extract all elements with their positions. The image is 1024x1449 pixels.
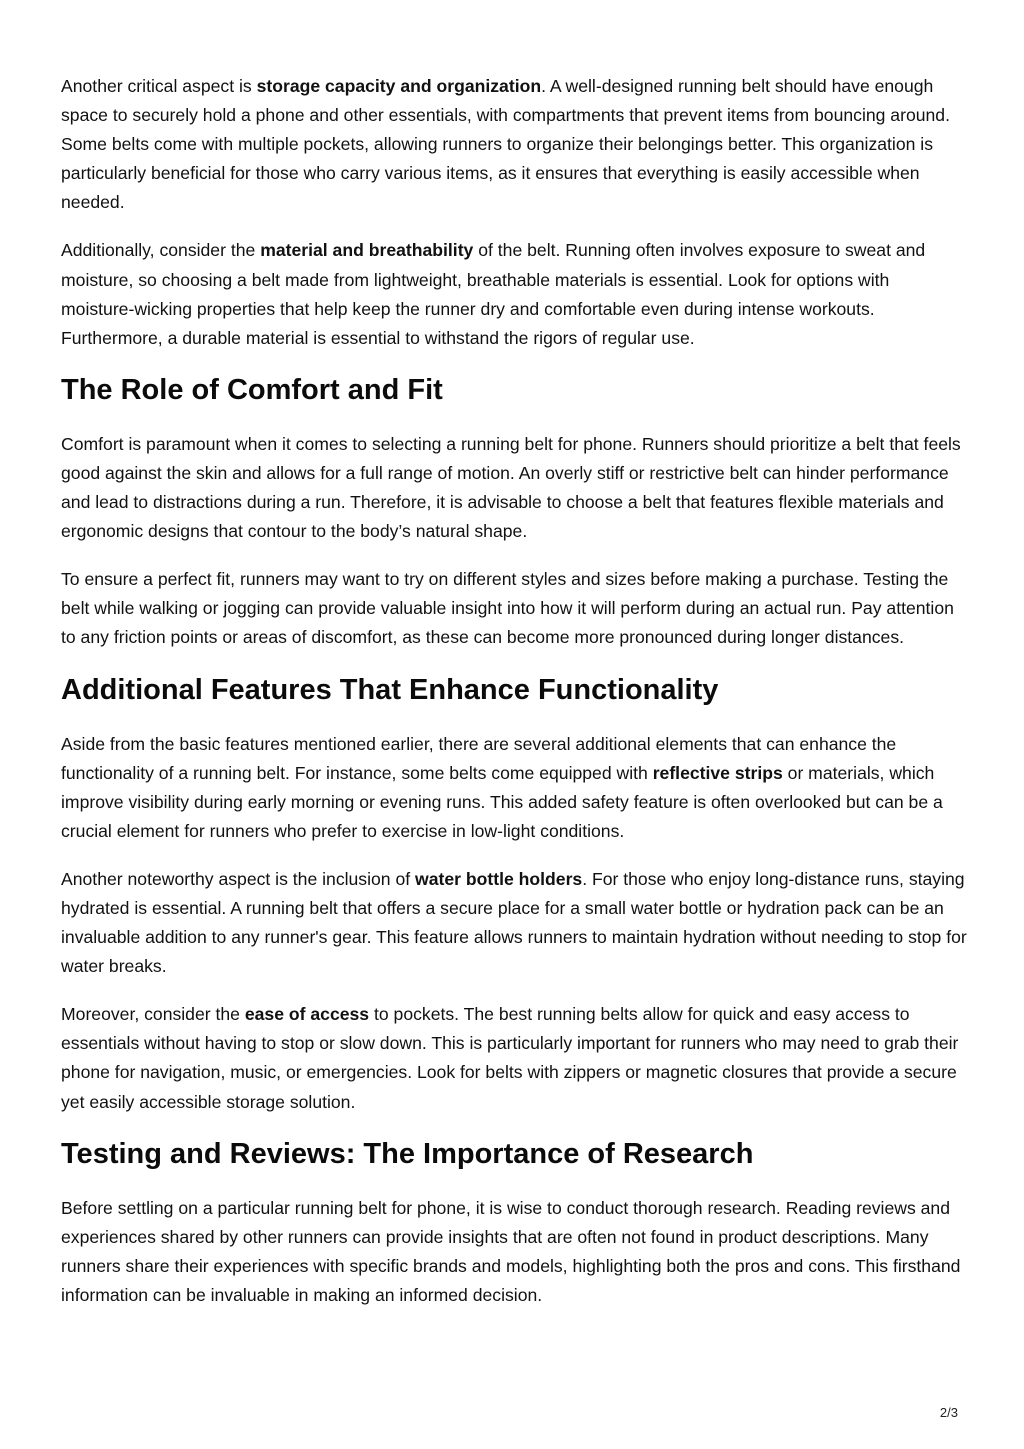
paragraph-comfort bbox=[61, 430, 967, 546]
bold-phrase: water bottle holders bbox=[415, 868, 583, 889]
paragraph-research bbox=[61, 1194, 967, 1310]
text-span: or materials, which improve visibility during early morning or evening runs. This added safety feature is often overlooked but can be a crucial element for runners who prefer to exercise in low-light conditions. bbox=[61, 762, 943, 841]
bold-phrase: reflective strips bbox=[652, 762, 783, 783]
paragraph-storage-capacity bbox=[61, 72, 967, 217]
paragraph-perfect-fit bbox=[61, 565, 967, 652]
heading-additional-features: Additional Features That Enhance Functionality bbox=[61, 673, 719, 706]
bold-phrase: material and breathability bbox=[260, 240, 474, 261]
paragraph-ease-of-access bbox=[61, 1000, 967, 1116]
text-span: Another critical aspect is bbox=[61, 76, 257, 96]
text-span: Moreover, consider the bbox=[61, 1004, 245, 1025]
text-span: Comfort is paramount when it comes to selecting a running belt for phone. Runners should prioritize a belt that feels good against the skin and allows for a full range of motion. An overly stiff or restrictive belt can hinder performance and lead to distractions during a run. Therefore, it is advisable to choose a belt that features flexible materials and ergonomic designs that contour to the body’s natural shape. bbox=[61, 433, 961, 542]
text-span: Before settling on a particular running belt for phone, it is wise to conduct thorough research. Reading reviews and experiences shared by other runners can provide insights that are often not found in product descriptions. Many runners share their experiences with specific brands and models, highlighting both the pros and cons. This firsthand information can be invaluable in making an informed decision. bbox=[61, 1197, 961, 1305]
document-page bbox=[61, 72, 967, 1329]
bold-phrase: ease of access bbox=[244, 1004, 370, 1025]
text-span: of the belt. Running often involves exposure to sweat and moisture, so choosing a belt made from lightweight, breathable materials is essential. Look for options with moisture-wicking properties that help keep the runner dry and comfortable even during intense workouts. Furthermore, a durable material is essential to withstand the rigors of regular use. bbox=[61, 240, 926, 348]
text-span: To ensure a perfect fit, runners may want to try on different styles and sizes before making a purchase. Testing the belt while walking or jogging can provide valuable insight into how it will perform during an actual run. Pay attention to any friction points or areas of discomfort, as these can become more pronounced during longer distances. bbox=[61, 569, 954, 648]
paragraph-reflective-strips bbox=[61, 730, 967, 846]
heading-comfort-and-fit: The Role of Comfort and Fit bbox=[61, 373, 443, 406]
paragraph-water-bottle-holders bbox=[61, 865, 967, 981]
text-span: Aside from the basic features mentioned earlier, there are several additional elements that can enhance the functionality of a running belt. For instance, some belts come equipped with bbox=[61, 733, 897, 783]
text-span: . A well-designed running belt should have enough space to securely hold a phone and other essentials, with compartments that prevent items from bouncing around. Some belts come with multiple pockets, allowing runners to organize their belongings better. This organization is particularly beneficial for those who carry various items, as it ensures that everything is easily accessible when needed. bbox=[61, 76, 950, 213]
text-span: Another noteworthy aspect is the inclusion of bbox=[61, 868, 416, 889]
text-span: . For those who enjoy long-distance runs, staying hydrated is essential. A running belt that offers a secure place for a small water bottle or hydration pack can be an invaluable addition to any runner's gear. This feature allows runners to maintain hydration without needing to stop for water breaks. bbox=[61, 868, 967, 977]
bold-phrase: storage capacity and organization bbox=[256, 76, 542, 96]
page-number: 2/3 bbox=[939, 1405, 958, 1420]
paragraph-material-breathability bbox=[61, 236, 967, 352]
text-span: to pockets. The best running belts allow for quick and easy access to essentials without having to stop or slow down. This is particularly important for runners who may need to grab their phone for navigation, music, or emergencies. Look for belts with zippers or magnetic closures that provide a secure yet easily accessible storage solution. bbox=[61, 1004, 959, 1112]
heading-testing-and-reviews: Testing and Reviews: The Importance of Research bbox=[61, 1137, 754, 1170]
text-span: Additionally, consider the bbox=[61, 240, 261, 261]
